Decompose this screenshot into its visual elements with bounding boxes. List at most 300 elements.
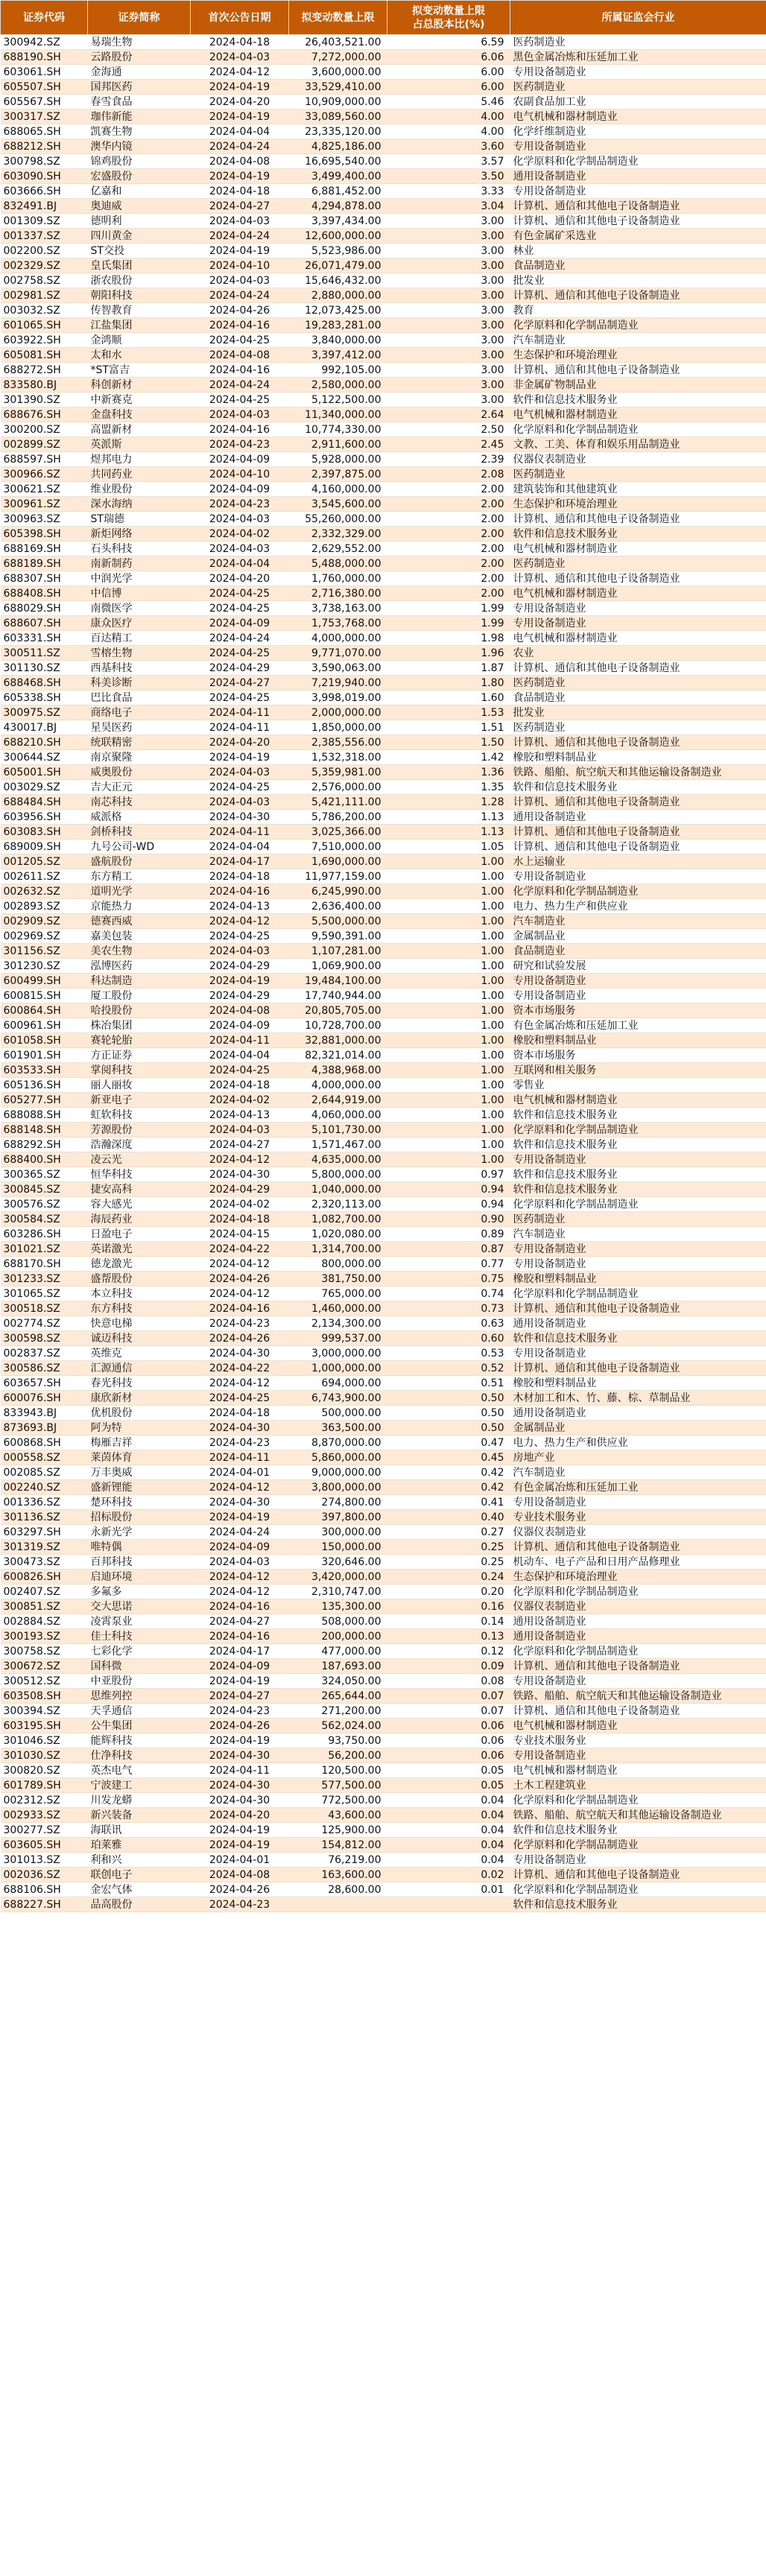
cell-date: 2024-04-16 bbox=[191, 422, 289, 437]
cell-industry: 化学纤维制造业 bbox=[510, 124, 766, 139]
cell-ratio: 3.00 bbox=[387, 393, 510, 407]
cell-industry: 机动车、电子产品和日用产品修理业 bbox=[510, 1555, 766, 1570]
cell-name: 金海通 bbox=[88, 65, 191, 80]
cell-code: 600826.SH bbox=[1, 1570, 88, 1584]
cell-code: 002611.SZ bbox=[1, 869, 88, 884]
cell-quantity: 999,537.00 bbox=[289, 1331, 387, 1346]
cell-date: 2024-04-04 bbox=[191, 840, 289, 854]
cell-quantity: 1,460,000.00 bbox=[289, 1301, 387, 1316]
cell-ratio: 2.00 bbox=[387, 527, 510, 542]
cell-name: 启迪环境 bbox=[88, 1570, 191, 1584]
cell-industry: 通用设备制造业 bbox=[510, 810, 766, 825]
table-row bbox=[1, 1391, 766, 1406]
cell-code: 002933.SZ bbox=[1, 1808, 88, 1823]
cell-code: 002969.SZ bbox=[1, 929, 88, 944]
cell-industry: 文教、工美、体育和娱乐用品制造业 bbox=[510, 437, 766, 452]
cell-ratio: 1.87 bbox=[387, 661, 510, 676]
cell-ratio: 0.04 bbox=[387, 1838, 510, 1853]
cell-ratio: 0.53 bbox=[387, 1346, 510, 1361]
table-row bbox=[1, 1331, 766, 1346]
table-row bbox=[1, 735, 766, 750]
cell-quantity: 19,283,281.00 bbox=[289, 318, 387, 333]
cell-date: 2024-04-11 bbox=[191, 705, 289, 720]
cell-code: 300584.SZ bbox=[1, 1212, 88, 1227]
cell-ratio: 0.94 bbox=[387, 1182, 510, 1197]
cell-quantity: 154,812.00 bbox=[289, 1838, 387, 1853]
table-row bbox=[1, 1197, 766, 1212]
cell-quantity: 2,911,600.00 bbox=[289, 437, 387, 452]
cell-quantity: 1,690,000.00 bbox=[289, 854, 387, 869]
cell-ratio: 1.00 bbox=[387, 1003, 510, 1018]
cell-industry: 专业技术服务业 bbox=[510, 1510, 766, 1525]
cell-name: 中新赛克 bbox=[88, 393, 191, 407]
cell-date: 2024-04-24 bbox=[191, 229, 289, 244]
cell-name: 泓博医药 bbox=[88, 959, 191, 974]
table-row bbox=[1, 1838, 766, 1853]
cell-code: 603666.SH bbox=[1, 184, 88, 199]
table-row bbox=[1, 720, 766, 735]
header-row bbox=[1, 1, 766, 35]
cell-code: 300621.SZ bbox=[1, 482, 88, 497]
cell-code: 301233.SZ bbox=[1, 1272, 88, 1287]
cell-name: 易瑞生物 bbox=[88, 35, 191, 50]
cell-industry: 化学原料和化学制品制造业 bbox=[510, 422, 766, 437]
cell-name: 国科微 bbox=[88, 1659, 191, 1674]
cell-date: 2024-04-24 bbox=[191, 288, 289, 303]
table-row bbox=[1, 124, 766, 139]
cell-ratio: 0.89 bbox=[387, 1227, 510, 1242]
cell-code: 603286.SH bbox=[1, 1227, 88, 1242]
cell-industry: 汽车制造业 bbox=[510, 1227, 766, 1242]
cell-date: 2024-04-16 bbox=[191, 363, 289, 378]
cell-ratio: 0.42 bbox=[387, 1480, 510, 1495]
cell-ratio: 3.00 bbox=[387, 288, 510, 303]
cell-code: 688169.SH bbox=[1, 542, 88, 556]
cell-quantity: 6,245,990.00 bbox=[289, 884, 387, 899]
cell-ratio: 0.42 bbox=[387, 1465, 510, 1480]
table-row bbox=[1, 1793, 766, 1808]
cell-code: 688408.SH bbox=[1, 586, 88, 601]
cell-quantity: 2,636,400.00 bbox=[289, 899, 387, 914]
cell-name: ST交投 bbox=[88, 244, 191, 258]
table-row bbox=[1, 1167, 766, 1182]
table-row bbox=[1, 1018, 766, 1033]
cell-ratio: 0.06 bbox=[387, 1733, 510, 1748]
cell-industry: 计算机、通信和其他电子设备制造业 bbox=[510, 199, 766, 214]
cell-ratio: 1.99 bbox=[387, 616, 510, 631]
cell-code: 688190.SH bbox=[1, 50, 88, 65]
cell-quantity: 508,000.00 bbox=[289, 1614, 387, 1629]
cell-quantity: 5,421,111.00 bbox=[289, 795, 387, 810]
cell-quantity: 55,260,000.00 bbox=[289, 512, 387, 527]
cell-quantity: 694,000.00 bbox=[289, 1376, 387, 1391]
cell-industry: 汽车制造业 bbox=[510, 1465, 766, 1480]
cell-ratio: 0.04 bbox=[387, 1853, 510, 1868]
cell-quantity: 2,397,875.00 bbox=[289, 467, 387, 482]
cell-name: 优机股份 bbox=[88, 1406, 191, 1421]
cell-quantity: 1,760,000.00 bbox=[289, 571, 387, 586]
cell-code: 300758.SZ bbox=[1, 1644, 88, 1659]
cell-quantity: 2,385,556.00 bbox=[289, 735, 387, 750]
table-row bbox=[1, 1495, 766, 1510]
cell-quantity: 16,695,540.00 bbox=[289, 154, 387, 169]
cell-quantity: 3,545,600.00 bbox=[289, 497, 387, 512]
cell-industry: 电气机械和器材制造业 bbox=[510, 1093, 766, 1108]
cell-industry: 电力、热力生产和供应业 bbox=[510, 899, 766, 914]
cell-quantity: 2,580,000.00 bbox=[289, 378, 387, 393]
cell-quantity: 33,529,410.00 bbox=[289, 80, 387, 95]
col-header-quantity: 拟变动数量上限 bbox=[289, 1, 387, 35]
cell-industry: 计算机、通信和其他电子设备制造业 bbox=[510, 1301, 766, 1316]
cell-name: 新炬网络 bbox=[88, 527, 191, 542]
cell-quantity: 4,388,968.00 bbox=[289, 1063, 387, 1078]
cell-industry: 医药制造业 bbox=[510, 80, 766, 95]
cell-quantity: 200,000.00 bbox=[289, 1629, 387, 1644]
cell-industry: 农业 bbox=[510, 646, 766, 661]
table-row bbox=[1, 1540, 766, 1555]
table-row bbox=[1, 169, 766, 184]
cell-date: 2024-04-19 bbox=[191, 1510, 289, 1525]
cell-ratio: 1.80 bbox=[387, 676, 510, 691]
cell-industry: 电气机械和器材制造业 bbox=[510, 542, 766, 556]
table-row bbox=[1, 795, 766, 810]
cell-name: 唯特偶 bbox=[88, 1540, 191, 1555]
table-row bbox=[1, 929, 766, 944]
table-header bbox=[1, 1, 766, 35]
table-row bbox=[1, 1897, 766, 1912]
table-row bbox=[1, 1152, 766, 1167]
cell-name: 快意电梯 bbox=[88, 1316, 191, 1331]
cell-date: 2024-04-09 bbox=[191, 616, 289, 631]
cell-name: 虹软科技 bbox=[88, 1108, 191, 1123]
col-header-code: 证券代码 bbox=[1, 1, 88, 35]
cell-code: 603605.SH bbox=[1, 1838, 88, 1853]
cell-code: 603083.SH bbox=[1, 825, 88, 840]
cell-ratio: 0.27 bbox=[387, 1525, 510, 1540]
cell-code: 688597.SH bbox=[1, 452, 88, 467]
cell-industry: 化学原料和化学制品制造业 bbox=[510, 884, 766, 899]
cell-ratio: 1.36 bbox=[387, 765, 510, 780]
cell-date: 2024-04-29 bbox=[191, 989, 289, 1003]
cell-date: 2024-04-25 bbox=[191, 333, 289, 348]
cell-quantity: 500,000.00 bbox=[289, 1406, 387, 1421]
cell-name: 盛航股份 bbox=[88, 854, 191, 869]
table-row bbox=[1, 974, 766, 989]
cell-date: 2024-04-25 bbox=[191, 586, 289, 601]
cell-code: 603061.SH bbox=[1, 65, 88, 80]
cell-industry: 专用设备制造业 bbox=[510, 1853, 766, 1868]
table-row bbox=[1, 229, 766, 244]
table-body bbox=[1, 35, 766, 1912]
cell-name: 芳源股份 bbox=[88, 1123, 191, 1138]
cell-quantity: 2,320,113.00 bbox=[289, 1197, 387, 1212]
cell-ratio: 1.00 bbox=[387, 1078, 510, 1093]
cell-quantity: 1,082,700.00 bbox=[289, 1212, 387, 1227]
cell-ratio: 1.35 bbox=[387, 780, 510, 795]
cell-name: 春光科技 bbox=[88, 1376, 191, 1391]
cell-name: 雪榕生物 bbox=[88, 646, 191, 661]
cell-code: 301013.SZ bbox=[1, 1853, 88, 1868]
cell-date: 2024-04-16 bbox=[191, 1301, 289, 1316]
cell-ratio: 1.00 bbox=[387, 1033, 510, 1048]
cell-code: 002909.SZ bbox=[1, 914, 88, 929]
table-row bbox=[1, 110, 766, 124]
cell-ratio: 0.08 bbox=[387, 1674, 510, 1689]
table-row bbox=[1, 854, 766, 869]
cell-name: 能辉科技 bbox=[88, 1733, 191, 1748]
cell-name: 凯赛生物 bbox=[88, 124, 191, 139]
cell-ratio: 1.98 bbox=[387, 631, 510, 646]
table-row bbox=[1, 1301, 766, 1316]
cell-ratio: 1.96 bbox=[387, 646, 510, 661]
cell-date: 2024-04-19 bbox=[191, 974, 289, 989]
cell-ratio: 1.13 bbox=[387, 810, 510, 825]
cell-name: 澳华内镜 bbox=[88, 139, 191, 154]
cell-quantity: 26,403,521.00 bbox=[289, 35, 387, 50]
cell-ratio: 1.00 bbox=[387, 944, 510, 959]
cell-industry: 林业 bbox=[510, 244, 766, 258]
cell-name: 国邦医药 bbox=[88, 80, 191, 95]
cell-ratio: 0.12 bbox=[387, 1644, 510, 1659]
cell-name: 捷安高科 bbox=[88, 1182, 191, 1197]
cell-date: 2024-04-23 bbox=[191, 1704, 289, 1719]
cell-ratio: 0.06 bbox=[387, 1719, 510, 1733]
table-row bbox=[1, 512, 766, 527]
cell-code: 003029.SZ bbox=[1, 780, 88, 795]
cell-industry: 专用设备制造业 bbox=[510, 989, 766, 1003]
cell-name: 哈投股份 bbox=[88, 1003, 191, 1018]
cell-date: 2024-04-27 bbox=[191, 1138, 289, 1152]
cell-date: 2024-04-24 bbox=[191, 1525, 289, 1540]
table-row bbox=[1, 452, 766, 467]
cell-code: 300963.SZ bbox=[1, 512, 88, 527]
cell-quantity: 271,200.00 bbox=[289, 1704, 387, 1719]
cell-quantity: 26,071,479.00 bbox=[289, 258, 387, 273]
cell-code: 688484.SH bbox=[1, 795, 88, 810]
cell-quantity: 4,635,000.00 bbox=[289, 1152, 387, 1167]
cell-ratio: 4.00 bbox=[387, 124, 510, 139]
cell-name: 朝阳科技 bbox=[88, 288, 191, 303]
cell-industry: 软件和信息技术服务业 bbox=[510, 1138, 766, 1152]
cell-quantity: 19,484,100.00 bbox=[289, 974, 387, 989]
cell-code: 300394.SZ bbox=[1, 1704, 88, 1719]
cell-industry: 橡胶和塑料制品业 bbox=[510, 1272, 766, 1287]
cell-quantity: 3,800,000.00 bbox=[289, 1480, 387, 1495]
cell-date: 2024-04-29 bbox=[191, 1182, 289, 1197]
cell-name: 太和水 bbox=[88, 348, 191, 363]
cell-industry: 互联网和相关服务 bbox=[510, 1063, 766, 1078]
cell-quantity: 1,107,281.00 bbox=[289, 944, 387, 959]
cell-quantity: 265,644.00 bbox=[289, 1689, 387, 1704]
cell-quantity: 2,310,747.00 bbox=[289, 1584, 387, 1599]
cell-industry: 电气机械和器材制造业 bbox=[510, 586, 766, 601]
cell-date: 2024-04-16 bbox=[191, 1599, 289, 1614]
cell-date: 2024-04-27 bbox=[191, 1614, 289, 1629]
cell-ratio: 1.51 bbox=[387, 720, 510, 735]
cell-name: 盛新锂能 bbox=[88, 1480, 191, 1495]
cell-name: 西基科技 bbox=[88, 661, 191, 676]
cell-quantity: 1,314,700.00 bbox=[289, 1242, 387, 1257]
cell-industry: 医药制造业 bbox=[510, 676, 766, 691]
cell-date: 2024-04-15 bbox=[191, 1227, 289, 1242]
cell-code: 873693.BJ bbox=[1, 1421, 88, 1435]
cell-code: 688170.SH bbox=[1, 1257, 88, 1272]
cell-code: 688212.SH bbox=[1, 139, 88, 154]
cell-name: 英派斯 bbox=[88, 437, 191, 452]
cell-code: 301230.SZ bbox=[1, 959, 88, 974]
cell-ratio: 0.87 bbox=[387, 1242, 510, 1257]
cell-quantity: 3,420,000.00 bbox=[289, 1570, 387, 1584]
cell-industry: 化学原料和化学制品制造业 bbox=[510, 1123, 766, 1138]
cell-name: 新兴装备 bbox=[88, 1808, 191, 1823]
cell-name: 德明利 bbox=[88, 214, 191, 229]
cell-ratio: 0.25 bbox=[387, 1555, 510, 1570]
cell-quantity: 32,881,000.00 bbox=[289, 1033, 387, 1048]
cell-code: 002893.SZ bbox=[1, 899, 88, 914]
table-row bbox=[1, 676, 766, 691]
table-row bbox=[1, 497, 766, 512]
cell-date: 2024-04-23 bbox=[191, 1316, 289, 1331]
cell-code: 688106.SH bbox=[1, 1882, 88, 1897]
table-row bbox=[1, 1465, 766, 1480]
cell-ratio: 1.99 bbox=[387, 601, 510, 616]
cell-ratio: 1.60 bbox=[387, 691, 510, 705]
cell-industry: 汽车制造业 bbox=[510, 914, 766, 929]
table-row bbox=[1, 884, 766, 899]
cell-name: 英杰电气 bbox=[88, 1763, 191, 1778]
table-row bbox=[1, 288, 766, 303]
cell-code: 002036.SZ bbox=[1, 1868, 88, 1882]
cell-name: 剑桥科技 bbox=[88, 825, 191, 840]
cell-ratio: 3.60 bbox=[387, 139, 510, 154]
cell-code: 600864.SH bbox=[1, 1003, 88, 1018]
cell-ratio: 1.00 bbox=[387, 854, 510, 869]
cell-date: 2024-04-09 bbox=[191, 1018, 289, 1033]
cell-code: 002837.SZ bbox=[1, 1346, 88, 1361]
cell-date: 2024-04-19 bbox=[191, 1674, 289, 1689]
cell-code: 301021.SZ bbox=[1, 1242, 88, 1257]
table-row bbox=[1, 1510, 766, 1525]
cell-name: 传智教育 bbox=[88, 303, 191, 318]
cell-date: 2024-04-18 bbox=[191, 35, 289, 50]
cell-quantity: 4,160,000.00 bbox=[289, 482, 387, 497]
cell-ratio: 6.00 bbox=[387, 80, 510, 95]
table-row bbox=[1, 750, 766, 765]
cell-quantity: 11,977,159.00 bbox=[289, 869, 387, 884]
cell-industry: 计算机、通信和其他电子设备制造业 bbox=[510, 1361, 766, 1376]
cell-date: 2024-04-30 bbox=[191, 1495, 289, 1510]
cell-industry: 计算机、通信和其他电子设备制造业 bbox=[510, 363, 766, 378]
cell-date: 2024-04-18 bbox=[191, 184, 289, 199]
cell-quantity: 5,786,200.00 bbox=[289, 810, 387, 825]
cell-date: 2024-04-13 bbox=[191, 899, 289, 914]
cell-industry: 专用设备制造业 bbox=[510, 1495, 766, 1510]
table-row bbox=[1, 333, 766, 348]
cell-quantity: 23,335,120.00 bbox=[289, 124, 387, 139]
cell-date: 2024-04-18 bbox=[191, 1406, 289, 1421]
cell-industry: 食品制造业 bbox=[510, 258, 766, 273]
table-row bbox=[1, 407, 766, 422]
cell-code: 605081.SH bbox=[1, 348, 88, 363]
table-row bbox=[1, 1346, 766, 1361]
table-row bbox=[1, 989, 766, 1003]
cell-date: 2024-04-12 bbox=[191, 1376, 289, 1391]
cell-quantity: 800,000.00 bbox=[289, 1257, 387, 1272]
cell-date: 2024-04-30 bbox=[191, 1778, 289, 1793]
cell-date: 2024-04-23 bbox=[191, 497, 289, 512]
cell-quantity: 3,025,366.00 bbox=[289, 825, 387, 840]
cell-date: 2024-04-11 bbox=[191, 720, 289, 735]
cell-code: 688189.SH bbox=[1, 556, 88, 571]
cell-industry: 批发业 bbox=[510, 705, 766, 720]
cell-ratio: 0.04 bbox=[387, 1823, 510, 1838]
cell-industry: 计算机、通信和其他电子设备制造业 bbox=[510, 825, 766, 840]
cell-quantity: 6,743,900.00 bbox=[289, 1391, 387, 1406]
cell-quantity: 3,600,000.00 bbox=[289, 65, 387, 80]
cell-code: 688607.SH bbox=[1, 616, 88, 631]
cell-name: 皇氏集团 bbox=[88, 258, 191, 273]
cell-quantity: 577,500.00 bbox=[289, 1778, 387, 1793]
cell-industry: 橡胶和塑料制品业 bbox=[510, 1376, 766, 1391]
cell-date: 2024-04-08 bbox=[191, 1003, 289, 1018]
table-row bbox=[1, 616, 766, 631]
cell-quantity: 1,532,318.00 bbox=[289, 750, 387, 765]
cell-date: 2024-04-20 bbox=[191, 95, 289, 110]
cell-date: 2024-04-30 bbox=[191, 1167, 289, 1182]
cell-industry: 金属制品业 bbox=[510, 929, 766, 944]
table-row bbox=[1, 1808, 766, 1823]
cell-code: 300512.SZ bbox=[1, 1674, 88, 1689]
col-header-name: 证券简称 bbox=[88, 1, 191, 35]
table-row bbox=[1, 482, 766, 497]
table-row bbox=[1, 1108, 766, 1123]
cell-quantity: 5,500,000.00 bbox=[289, 914, 387, 929]
cell-quantity: 93,750.00 bbox=[289, 1733, 387, 1748]
cell-quantity: 56,200.00 bbox=[289, 1748, 387, 1763]
table-row bbox=[1, 422, 766, 437]
cell-industry: 通用设备制造业 bbox=[510, 169, 766, 184]
cell-date: 2024-04-08 bbox=[191, 1868, 289, 1882]
cell-date: 2024-04-08 bbox=[191, 154, 289, 169]
cell-date: 2024-04-25 bbox=[191, 646, 289, 661]
cell-quantity: 381,750.00 bbox=[289, 1272, 387, 1287]
table-row bbox=[1, 601, 766, 616]
cell-quantity: 9,771,070.00 bbox=[289, 646, 387, 661]
cell-ratio: 1.28 bbox=[387, 795, 510, 810]
cell-code: 600815.SH bbox=[1, 989, 88, 1003]
cell-ratio: 1.00 bbox=[387, 989, 510, 1003]
cell-name: 锦鸡股份 bbox=[88, 154, 191, 169]
cell-code: 301030.SZ bbox=[1, 1748, 88, 1763]
cell-industry: 专用设备制造业 bbox=[510, 1242, 766, 1257]
cell-ratio: 0.04 bbox=[387, 1808, 510, 1823]
cell-code: 601901.SH bbox=[1, 1048, 88, 1063]
cell-ratio: 3.00 bbox=[387, 273, 510, 288]
cell-name: 海辰药业 bbox=[88, 1212, 191, 1227]
cell-date: 2024-04-03 bbox=[191, 407, 289, 422]
cell-ratio: 2.39 bbox=[387, 452, 510, 467]
cell-ratio: 3.00 bbox=[387, 258, 510, 273]
cell-code: 688148.SH bbox=[1, 1123, 88, 1138]
cell-industry: 专用设备制造业 bbox=[510, 1152, 766, 1167]
cell-date: 2024-04-29 bbox=[191, 959, 289, 974]
cell-date: 2024-04-03 bbox=[191, 1555, 289, 1570]
cell-date: 2024-04-04 bbox=[191, 124, 289, 139]
cell-code: 601789.SH bbox=[1, 1778, 88, 1793]
cell-quantity: 3,590,063.00 bbox=[289, 661, 387, 676]
table-row bbox=[1, 139, 766, 154]
cell-quantity: 3,840,000.00 bbox=[289, 333, 387, 348]
